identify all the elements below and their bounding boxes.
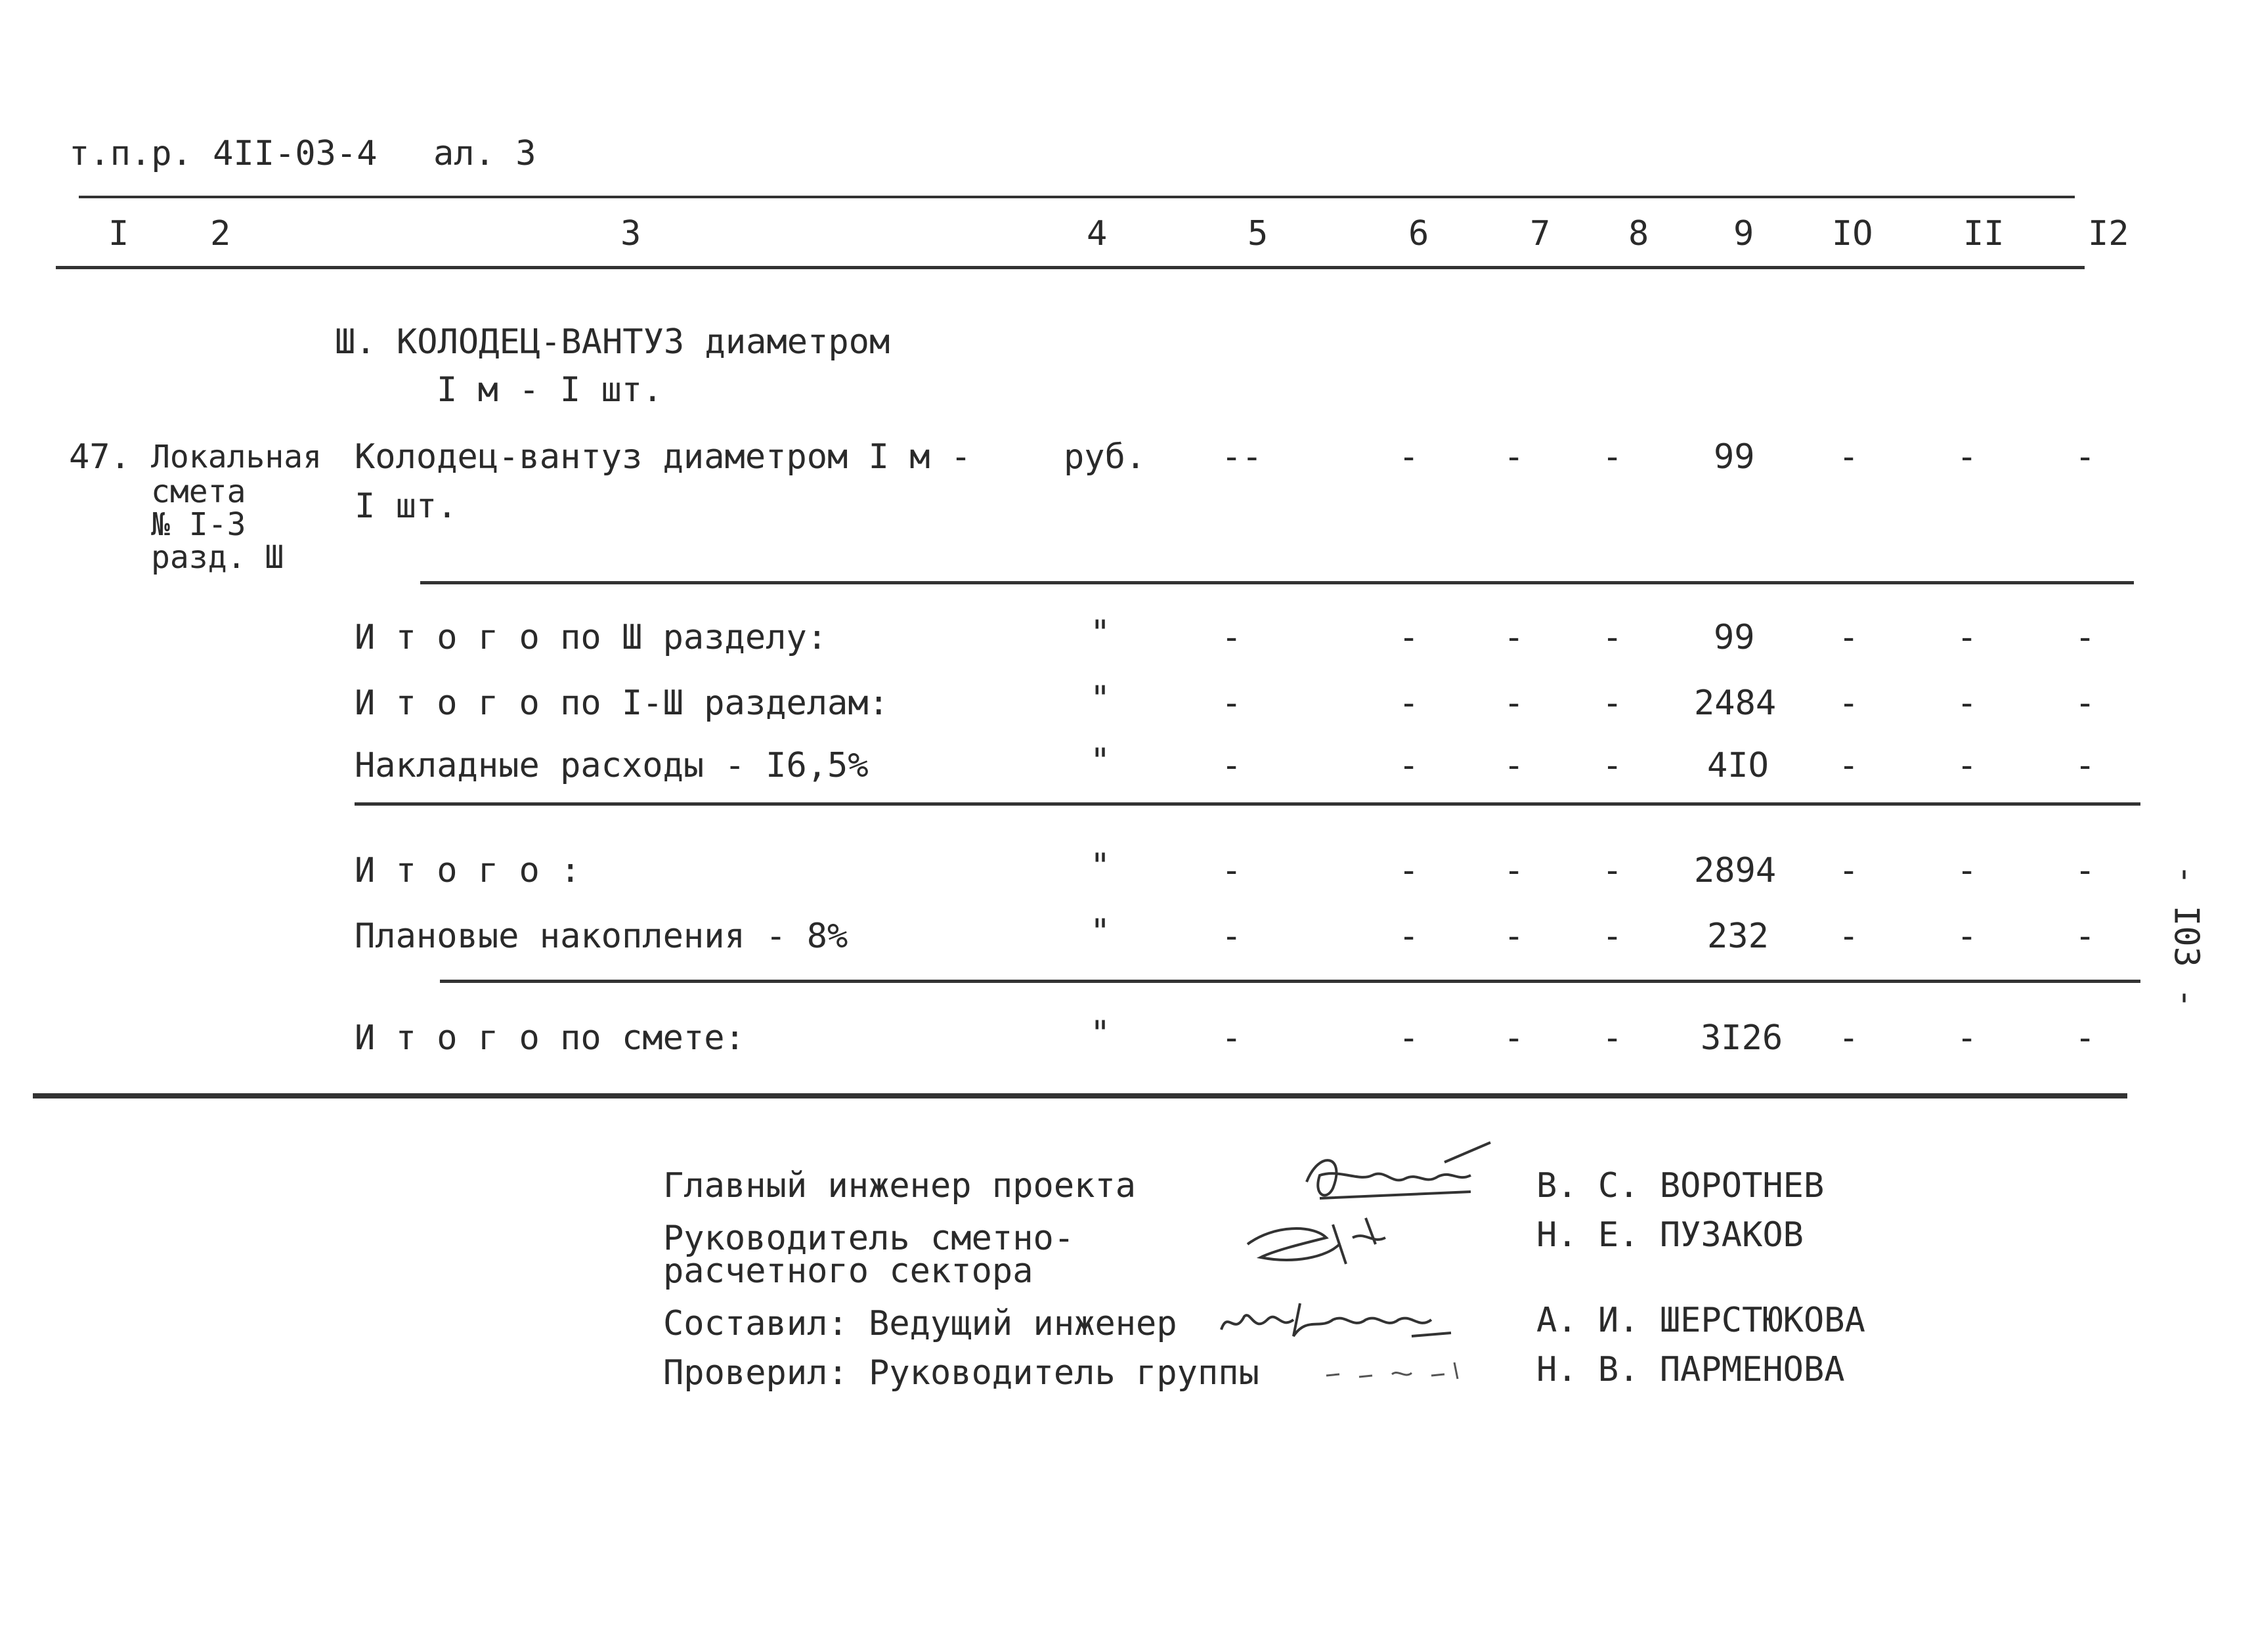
summary-col11: - — [1957, 684, 1978, 723]
col-header-9: 9 — [1733, 214, 1754, 253]
summary-unit: " — [1090, 912, 1111, 951]
summary-col5: - — [1221, 618, 1242, 657]
summary-col5: - — [1221, 746, 1242, 785]
page-number: - I03 - — [2166, 864, 2206, 1009]
sheet-label: ал. 3 — [433, 134, 536, 173]
summary-col5: - — [1221, 1018, 1242, 1058]
summary-col11: - — [1957, 1018, 1978, 1058]
summary-col9: 232 — [1707, 917, 1769, 956]
summary-col5: - — [1221, 917, 1242, 956]
item-col11: - — [1957, 437, 1978, 477]
summary-col10: - — [1838, 851, 1859, 890]
summary-col5: - — [1221, 851, 1242, 890]
col-header-6: 6 — [1408, 214, 1429, 253]
summary-col9: 4IO — [1707, 746, 1769, 785]
signature-mark-1 — [1293, 1136, 1510, 1215]
summary-col9: 3I26 — [1701, 1018, 1783, 1058]
item-basis-line2: смета — [151, 473, 246, 510]
summary-col8: - — [1602, 917, 1623, 956]
col-header-5: 5 — [1247, 214, 1269, 253]
header-top-rule — [79, 196, 2075, 198]
summary-col9: 99 — [1714, 618, 1755, 657]
summary-col7: - — [1504, 851, 1525, 890]
summary-col7: - — [1504, 917, 1525, 956]
summary-unit: " — [1090, 679, 1111, 718]
col-header-12: I2 — [2088, 214, 2129, 253]
col-header-10: IO — [1832, 214, 1873, 253]
item-number: 47. — [69, 437, 131, 477]
summary-col12: - — [2075, 1018, 2096, 1058]
item-basis-line3: № I-3 — [151, 506, 246, 543]
signer-name: В. С. ВОРОТНЕВ — [1536, 1166, 1825, 1206]
summary-unit: " — [1090, 1014, 1111, 1053]
summary-col7: - — [1504, 684, 1525, 723]
summary-col11: - — [1957, 851, 1978, 890]
item-col6: - — [1399, 437, 1420, 477]
summary-label: И т о г о по смете: — [355, 1018, 745, 1058]
summary-col6: - — [1399, 1018, 1420, 1058]
summary-label: И т о г о : — [355, 851, 581, 890]
col-header-7: 7 — [1530, 214, 1551, 253]
signature-mark-4 — [1320, 1349, 1471, 1389]
col-header-4: 4 — [1087, 214, 1108, 253]
summary-col8: - — [1602, 746, 1623, 785]
signer-role: Составил: Ведущий инженер — [663, 1304, 1177, 1343]
summary-col7: - — [1504, 1018, 1525, 1058]
signer-name: А. И. ШЕРСТЮКОВА — [1536, 1301, 1865, 1340]
summary-col8: - — [1602, 684, 1623, 723]
summary-col7: - — [1504, 746, 1525, 785]
summary-label: Плановые накопления - 8% — [355, 917, 848, 956]
item-col8: - — [1602, 437, 1623, 477]
document-ref: т.п.р. 4II-03-4 — [69, 134, 378, 173]
item-name: Колодец-вантуз диаметром I м - — [355, 437, 972, 477]
summary-unit: " — [1090, 741, 1111, 781]
item-basis-line1: Локальная — [151, 439, 322, 475]
summary-col9: 2484 — [1694, 684, 1777, 723]
item-col10: - — [1838, 437, 1859, 477]
overhead-bottom-rule — [355, 802, 2140, 806]
summary-col5: - — [1221, 684, 1242, 723]
accumulations-bottom-rule — [440, 980, 2140, 983]
summary-label: И т о г о по Ш разделу: — [355, 618, 828, 657]
col-header-2: 2 — [210, 214, 231, 253]
summary-col6: - — [1399, 917, 1420, 956]
summary-col11: - — [1957, 917, 1978, 956]
summary-col6: - — [1399, 851, 1420, 890]
summary-col8: - — [1602, 851, 1623, 890]
summary-col12: - — [2075, 746, 2096, 785]
signature-mark-2 — [1234, 1205, 1431, 1277]
item-col9: 99 — [1714, 437, 1755, 477]
signer-role: Проверил: Руководитель группы — [663, 1353, 1259, 1393]
item-col7: - — [1504, 437, 1525, 477]
summary-col7: - — [1504, 618, 1525, 657]
summary-col8: - — [1602, 1018, 1623, 1058]
col-header-8: 8 — [1628, 214, 1649, 253]
summary-unit: " — [1090, 613, 1111, 653]
summary-label: И т о г о по I-Ш разделам: — [355, 684, 889, 723]
summary-label: Накладные расходы - I6,5% — [355, 746, 869, 785]
item-col12: - — [2075, 437, 2096, 477]
summary-col9: 2894 — [1694, 851, 1777, 890]
summary-col10: - — [1838, 746, 1859, 785]
summary-col6: - — [1399, 618, 1420, 657]
section-title: Ш. КОЛОДЕЦ-ВАНТУЗ диаметром — [335, 322, 890, 362]
summary-col11: - — [1957, 618, 1978, 657]
signer-name: Н. В. ПАРМЕНОВА — [1536, 1350, 1845, 1389]
item-basis-line4: разд. Ш — [151, 539, 284, 576]
signer-role: Главный инженер проекта — [663, 1166, 1137, 1206]
summary-col12: - — [2075, 851, 2096, 890]
item-name-qty: I шт. — [355, 487, 458, 526]
summary-col12: - — [2075, 684, 2096, 723]
summary-col10: - — [1838, 917, 1859, 956]
table-bottom-rule — [33, 1093, 2127, 1098]
col-header-3: 3 — [620, 214, 641, 253]
section-title-qty: I м - I шт. — [437, 370, 663, 410]
col-header-1: I — [108, 214, 129, 253]
summary-col11: - — [1957, 746, 1978, 785]
summary-col6: - — [1399, 684, 1420, 723]
summary-col10: - — [1838, 618, 1859, 657]
summary-col12: - — [2075, 917, 2096, 956]
item-bottom-rule — [420, 581, 2134, 584]
signature-mark-3 — [1215, 1290, 1464, 1349]
summary-col6: - — [1399, 746, 1420, 785]
signer-role: Руководитель сметно- — [663, 1219, 1075, 1258]
summary-unit: " — [1090, 846, 1111, 886]
summary-col8: - — [1602, 618, 1623, 657]
signer-role-line2: расчетного сектора — [663, 1251, 1033, 1291]
item-unit: руб. — [1064, 437, 1146, 477]
col-header-11: II — [1963, 214, 2005, 253]
summary-col10: - — [1838, 1018, 1859, 1058]
summary-col12: - — [2075, 618, 2096, 657]
signer-name: Н. Е. ПУЗАКОВ — [1536, 1215, 1804, 1255]
header-bottom-rule — [56, 266, 2085, 269]
summary-col10: - — [1838, 684, 1859, 723]
item-col5: -- — [1221, 437, 1263, 477]
